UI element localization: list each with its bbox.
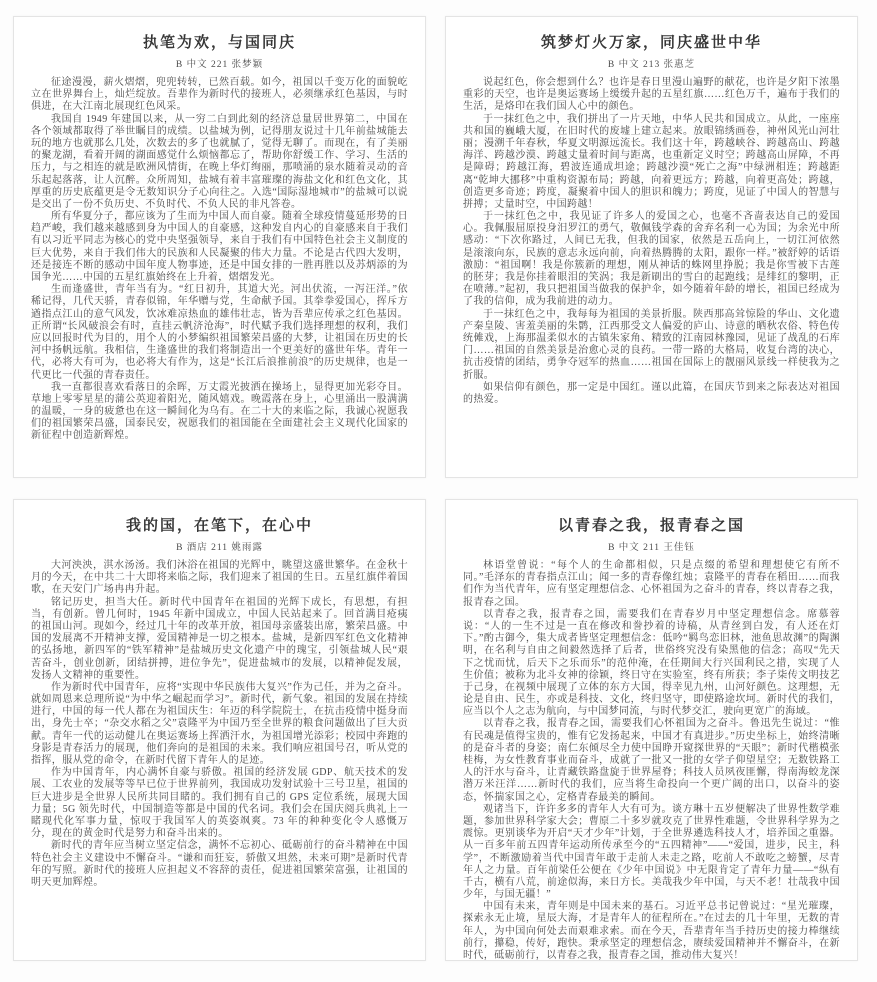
essay-title: 筑梦灯火万家，同庆盛世中华	[540, 35, 762, 51]
page-essay-4	[445, 499, 858, 961]
essay-paragraph: 如果信仰有颜色，那一定是中国红。谨以此篇，在国庆节到来之际表达对祖国的热爱。	[463, 381, 840, 405]
essay-paragraph: 我一直都很喜欢看落日的余晖，万丈霞光披洒在操场上，显得更加光彩夺目。草地上零零星星的蒲公英迎着阳光，随风嬉戏。晚霞落在身上，心里涌出一股满满的温暖，一身的疲惫也在这一瞬间化为乌有。在二十大的来临之际，我诚心祝愿我们的祖国繁荣昌盛，国泰民安，祝愿我们的祖国能在全面建社会主义现代化国家的新征程中创造新辉煌。	[31, 381, 408, 442]
essay-paragraph: 于一抹红色之中，我们拼出了一片天地，中华人民共和国成立。从此，一座座共和国的巍峨大厦，在旧时代的废墟上建立起来。放眼锦绣画卷，神州风光山河壮丽；漫溯千年春秋，华夏文明源远流长。我们这十年，跨越峡谷、跨越高山、跨越海洋、跨越沙漠、跨越丈量着时间与距离，也重新定义时空；跨越高山屏障，不再是障碍；跨越江海，碧波连通成坦途；跨越沙漠“死亡之海”中绿洲相连；跨越距离“乾坤大挪移”中重构资源布局；跨越，向着更远方；跨越，向着更高处；跨越，创造更多奇迹；跨度，凝聚着中国人的胆识和魄力；跨度，见证了中国人的智慧与拼搏；丈量时空，中国跨越！	[463, 113, 840, 210]
essay-paragraph: 作为中国青年，内心满怀自豪与骄傲。祖国的经济发展 GDP、航天技术的发展、工农业的发展等等早已位于世界前列，我国成功发射试验十三号卫星，祖国的巨大进步是全世界人民所共同目睹的。我们拥有自己的 GPS 定位系统，展现大国力量；5G 领先时代，中国制造等都是中国的代名词。我们会在国庆阅兵典礼上一睹现代化军事力量，惊叹于我国军人的英姿飒爽。73 年的种种变化令人感慨万分，现在的黄金时代是努力和奋斗出来的。	[31, 767, 408, 840]
page-row-top	[13, 16, 864, 478]
essay-title: 我的国，在笔下，在心中	[125, 518, 313, 534]
page-essay-1	[13, 16, 426, 478]
essay-paragraph: 生而逢盛世，青年当有为。“红日初升，其道大光。河出伏流，一泻汪洋。”依稀记得，几代天骄，青春似锦，年华赠与党，生命献予国。其拳拳爱国心，挥斥方遒指点江山的意气风发，饮冰难凉热血的雄伟壮志，皆为吾辈应传承之红色基因。正所谓“长风破浪会有时，直挂云帆济沧海”，时代赋予我们选择理想的权利，我们应以回报时代为目的，用个人的小梦编织祖国繁荣昌盛的大梦，让祖国在历史的长河中扬帆远航。我相信，生逢盛世的我们将制造出一个更美好的盛世年华。青年一代，必将大有可为，也必将大有作为，这是“长江后浪推前浪”的历史规律，也是一代更比一代强的青春责任。	[31, 284, 408, 381]
essay-paragraph: 我国自 1949 年建国以来，从一穷二白到此刻的经济总量居世界第二，中国在各个领域都取得了举世瞩目的成绩。以盐城为例，记得朋友说过十几年前盐城能去玩的地方也就那么几处，次数去的多了也就腻了，觉得无聊了。而现在，有了美丽的聚龙湖，看着开阔的湖面感觉什么烦恼都忘了，帮助你舒缓工作、学习、生活的压力，与之相连的就是欧洲风情街，在晚上华灯绚丽，那喷涌的泉水随着灵动的音乐起起落落，让人沉醉。众所周知，盐城有着丰富璀璨的海盐文化和红色文化，其厚重的历史底蕴更是令无数知识分子心向往之。入选“国际湿地城市”的盐城可以说是交出了一份不负历史、不负时代、不负人民的非凡答卷。	[31, 113, 408, 210]
essay-paragraph: 征途漫漫，薪火熠熠，兜兜转转，已然百载。如今，祖国以千变万化的面貌屹立在世界舞台上，灿烂绽放。吾辈作为新时代的接班人，必须继承红色基因，与时俱进，在大江南北展现红色风采。	[31, 77, 408, 113]
page-essay-3	[13, 499, 426, 961]
essay-author: B 中文 211 王佳钰	[608, 543, 695, 553]
essay-paragraph: 林语堂曾说：“每个人的生命都相似，只是点缀的希望和理想使它有所不同。”毛泽东的青春指点江山；闻一多的青春像红烛；袁隆平的青春在稻田……而我们作为当代青年，应有坚定理想信念、心怀祖国为之奋斗的青春，终以青春之我，报青春之国。	[463, 560, 840, 608]
essay-paragraph: 于一抹红色之中，我见证了许多人的爱国之心，也毫不吝啬表达自己的爱国心。我佩服屈原投身汨罗江的勇气，敬佩钱学森的舍弃名利一心为国；为余光中所感动：“下次你路过，人间已无我，但我的国家，依然是五岳向上，一切江河依然是滚滚向东，民族的意志永远向前，向着热腾腾的太阳，跟你一样。”被舒婷的话语激励：“祖国啊！我是你簇新的理想，刚从神话的蛛网里挣脱；我是你雪被下古莲的胚芽；我是你挂着眼泪的笑涡；我是新刷出的雪白的起跑线；是绯红的黎明，正在喷薄。”起初，我只把祖国当做我的保护伞，如今随着年龄的增长，祖国已经成为了我的信仰，成为我前进的动力。	[463, 211, 840, 308]
essay-paragraph: 铭记历史，担当大任。新时代中国青年在祖国的光辉下成长，有思想，有担当，有创新。曾几何时，1945 年新中国成立，中国人民站起来了。回首满目疮痍的祖国山河。现如今，经过几十年的改革开放，祖国母亲盛装出席，繁荣昌盛。中国的发展离不开精神支撑，爱国精神是一切之根本。盐城，是新四军红色文化精神的弘扬地，新四军的“铁军精神”是盐城历史文化遗产中的瑰宝，引领盐城人民“艰苦奋斗，创业创新，团结拼搏，进位争先”，促进盐城市的发展，以精神促发展，发扬人文精神的重要性。	[31, 596, 408, 681]
essay-paragraph: 大河泱泱，淇水汤汤。我们沐浴在祖国的光辉中，眺望这盛世繁华。在金秋十月的今天，在中共二十大即将来临之际，我们迎来了祖国的生日。五星红旗伴着国歌，在天安门广场冉冉升起。	[31, 560, 408, 596]
essay-paragraph: 中国有未来，青年则是中国未来的基石。习近平总书记曾说过：“星光璀璨，探索永无止境，星辰大海，才是青年人的征程所在。”在过去的几十年里，无数的青年人，为中国向何处去而艰难求索。而在今天，吾辈青年当手持历史的接力棒继续前行，攥稳，传好，跑快。秉承坚定的理想信念，赓续爱国精神并不懈奋斗，在新时代，砥砺前行，以青春之我，报青春之国，推动伟大复兴！	[463, 901, 840, 961]
essay-paragraph: 以青春之我，报青春之国，需要我们在青春岁月中坚定理想信念。席慕蓉说：“人的一生不过是一直在修改和誊抄着的诗稿，从青丝到白发，有人还在灯下。”酌古御今，集大成者皆坚定理想信念：低吟“羁鸟恋旧林，池鱼思故渊”的陶渊明，在名利与自由之间毅然选择了后者，世俗终究没有染黑他的信念；高叹“先天下之忧而忧，后天下之乐而乐”的范仲淹，在任期间大行兴国利民之措，实现了人生价值；被称为北斗女神的徐颖，终日守在实验室，终有所获；李子柒传文明技艺于己身，在视频中展现了立体的东方大国，得幸见九州，山河好颜色。这理想，无论是自由、民生，亦或是科技、文化，终归坚守，即使路途坎坷。新时代的我们，应当以个人之志为航向，与中国梦同流，与时代梦交汇，驶向更宽广的海域。	[463, 608, 840, 718]
essay-author: B 中文 213 张惠芝	[607, 60, 696, 70]
essay-paragraph: 作为新时代中国青年，应将“实现中华民族伟大复兴”作为己任，并为之奋斗。就如周恩来总理所说“为中华之崛起而学习”。新时代，新气象。祖国的发展在持续进行，中国的每一代人都在为祖国庆生：年迈的科学院院士，在抗击疫情中挺身而出，身先士卒；“杂交水稻之父”袁隆平为中国乃至全世界的粮食问题做出了巨大贡献。青年一代的运动健儿在奥运赛场上挥洒汗水，为祖国增光添彩；校园中奔跑的身影是青春活力的展现，他们奔向的是祖国的未来。我们响应祖国号召，听从党的指挥，服从党的命令，在新时代留下青年人的足迹。	[31, 681, 408, 766]
page-row-bottom	[13, 499, 864, 961]
essay-paragraph: 于一抹红色之中，我每每为祖国的美景折服。陕西那高耸惊险的华山、文化遗产秦皇陵、害羞美丽的朱鹮，江西那受文人偏爱的庐山、诗意的晒秋农俗、特色传统傩戏，上海那温柔似水的古镇朱家角、精致的江南园林豫园，见证了战乱的石库门……祖国的自然美景是治愈心灵的良药。一带一路的大格局，收复台湾的决心，抗击疫情的团结，勇争夺冠军的热血……祖国在国际上的靓丽风景线一样使我为之折服。	[463, 308, 840, 381]
essay-paragraph: 所有华夏分子，都应该为了生而为中国人而自豪。随着全球疫情蔓延形势的日趋严峻，我们越来越感到身为中国人的自豪感，这种发自内心的自豪感来自于我们有以习近平同志为核心的党中央坚强领导，来自于我们有中国特色社会主义制度的巨大优势，来自于我们伟大的民族和人民凝聚的伟大力量。不论是古代四大发明，还是接连不断的感动中国年度人物事迹，还是中国女排的一胜再胜以及苏炳添的为国争光……中国的五星红旗始终在上升着，熠熠发光。	[31, 211, 408, 283]
essay-title: 以青春之我，报青春之国	[557, 518, 745, 534]
essay-paragraph: 观诸当下，许许多多的青年人大有可为。谈方琳十五岁便解决了世界性数学难题，参加世界科学家大会；曹原二十多岁就攻克了世界性难题，令世界科学界为之震惊。更别谈华为开启“天才少年”计划，于全世界遴选科技人才，培养国之重器。从一百多年前五四青年运动所传承至今的“五四精神”——“爱国，进步，民主，科学”，不断激励着当代中国青年敢于走前人未走之路，吃前人不敢吃之螃蟹，尽青年人之力量。百年前梁任公便在《少年中国说》中无限肯定了青年力量——“纵有千古，横有八荒，前途似海，来日方长。美哉我少年中国，与天不老！壮哉我中国少年，与国无疆！”	[463, 803, 840, 901]
essay-paragraph: 以青春之我，报青春之国，需要我们心怀祖国为之奋斗。鲁迅先生说过：“惟有民魂是值得宝贵的，惟有它发扬起来，中国才有真进步。”历史坐标上，始终清晰的是奋斗者的身姿；南仁东倾尽全力使中国睁开窥探世界的“天眼”；新时代楷模张桂梅，为女性教育事业而奋斗，成就了一批又一批的女学子仰望星空；无数铁路工人的汗水与奋斗，让青藏铁路盘旋于世界屋脊；科技人员夙夜匪懈，得南海蛟龙深潜万米汪洋……新时代的我们，应当将生命投向一个更广阔的出口，以奋斗的姿态，怀揣家国之心，定格青春最美的瞬间。	[463, 718, 840, 803]
essay-author: B 酒店 211 姚雨露	[176, 543, 263, 553]
essay-paragraph: 说起红色，你会想到什么？也许是春日里漫山遍野的献花，也许是夕阳下浓墨重彩的天空，也许是奥运赛场上缓缓升起的五星红旗……红色万千，遍布于我们的生活，是烙印在我们国人心中的颜色。	[463, 77, 840, 113]
essay-title: 执笔为欢，与国同庆	[142, 35, 296, 51]
essay-author: B 中文 221 张梦颖	[175, 60, 264, 70]
page-essay-2	[445, 16, 858, 478]
essay-paragraph: 新时代的青年应当树立坚定信念，满怀不忘初心、砥砺前行的奋斗精神在中国特色社会主义建设中不懈奋斗。“谦和而狂妄，骄傲又坦然，未来可期”是新时代青年的写照。新时代的接班人应担起义不容辞的责任，促进祖国繁荣富强，让祖国的明天更加辉煌。	[31, 840, 408, 888]
